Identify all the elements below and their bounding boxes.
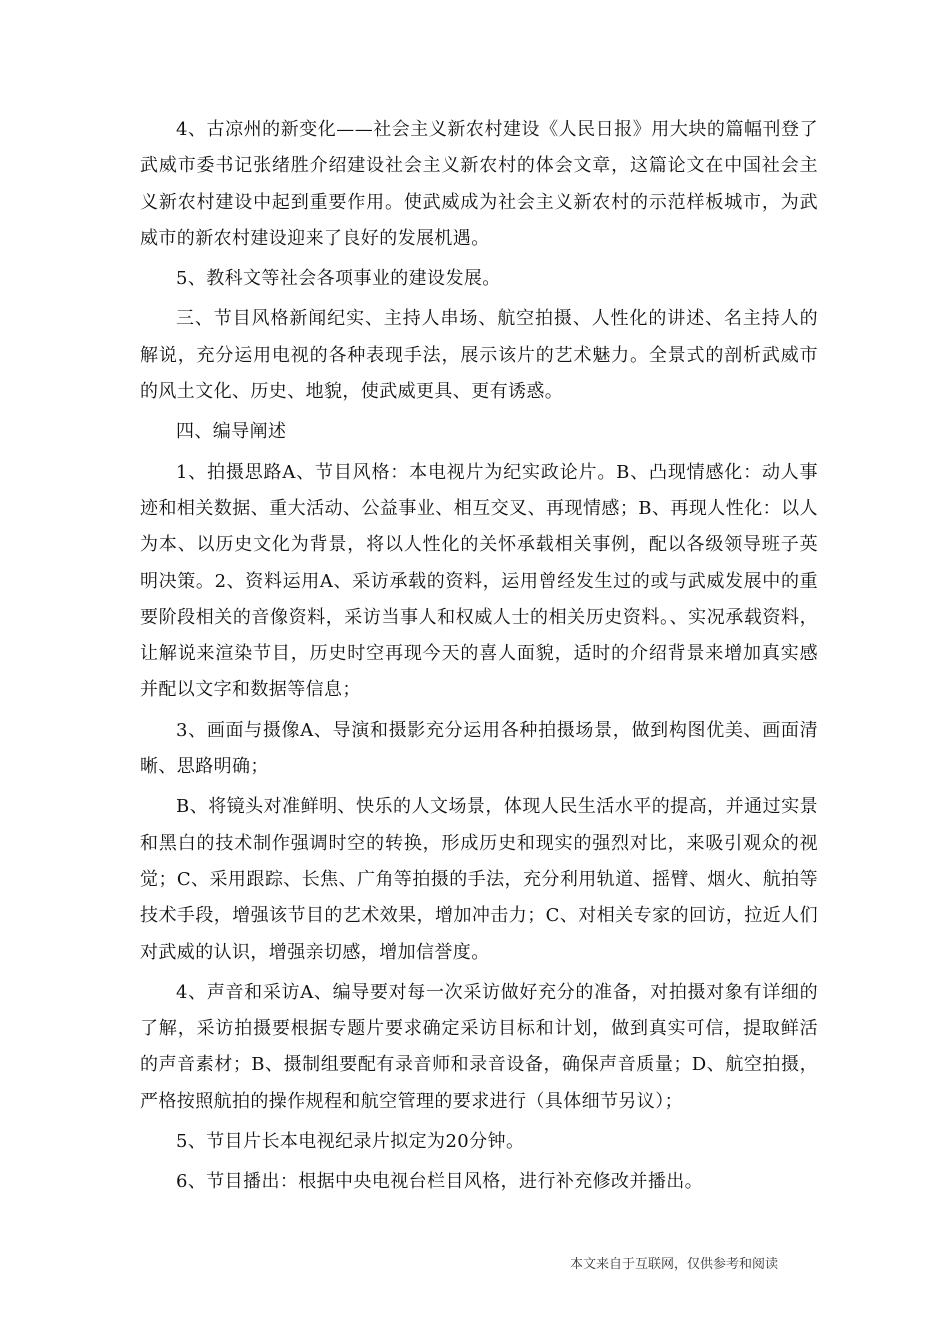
paragraph-program-length: 5、节目片长本电视纪录片拟定为20分钟。 [176, 1131, 525, 1153]
paragraph-social-development: 5、教科文等社会各项事业的建设发展。 [176, 268, 501, 290]
document-body [140, 112, 818, 1201]
paragraph-sound-interview: 4、声音和采访A、编导要对每一次采访做好充分的准备，对拍摄对象有详细的了解，采访拍摄要根据专题片要求确定采访目标和计划，做到真实可信，提取鲜活的声音素材；B、摄制组要配有录音师和录音设备，确保声音质量；D、航空拍摄，严格按照航拍的操作规程和航空管理的要求进行（具体细节另议）； [140, 981, 818, 1112]
paragraph-broadcast: 6、节目播出：根据中央电视台栏目风格，进行补充修改并播出。 [176, 1171, 704, 1193]
footer-disclaimer: 本文来自于互联网，仅供参考和阅读 [570, 1257, 779, 1272]
section-heading-director-statement: 四、编导阐述 [176, 421, 287, 443]
paragraph-program-style: 三、节目风格新闻纪实、主持人串场、航空拍摄、人性化的讲述、名主持人的解说，充分运用电视的各种表现手法，展示该片的艺术魅力。全景式的剖析武威市的风土文化、历史、地貌，使武威更具、更有诱惑。 [140, 308, 818, 403]
paragraph-picture-camera: 3、画面与摄像A、导演和摄影充分运用各种拍摄场景，做到构图优美、画面清晰、思路明确； [140, 719, 818, 778]
paragraph-scene-techniques: B、将镜头对准鲜明、快乐的人文场景，体现人民生活水平的提高，并通过实景和黑白的技术制作强调时空的转换，形成历史和现实的强烈对比，来吸引观众的视觉；C、采用跟踪、长焦、广角等拍摄的手法，充分利用轨道、摇臂、烟火、航拍等技术手段，增强该节目的艺术效果，增加冲击力；C、对相关专家的回访，拉近人们对武威的认识，增强亲切感，增加信誉度。 [140, 796, 818, 963]
paragraph-new-countryside: 4、古凉州的新变化——社会主义新农村建设《人民日报》用大块的篇幅刊登了武威市委书记张绪胜介绍建设社会主义新农村的体会文章，这篇论文在中国社会主义新农村建设中起到重要作用。使武威成为社会主义新农村的示范样板城市，为武威市的新农村建设迎来了良好的发展机遇。 [140, 119, 818, 249]
paragraph-shooting-approach: 1、拍摄思路A、节目风格：本电视片为纪实政论片。B、凸现情感化：动人事迹和相关数据、重大活动、公益事业、相互交叉、再现情感；B、再现人性化：以人为本、以历史文化为背景，将以人性化的关怀承载相关事例，配以各级领导班子英明决策。2、资料运用A、采访承载的资料，运用曾经发生过的或与武威发展中的重要阶段相关的音像资料，采访当事人和权威人士的相关历史资料。、实况承载资料，让解说来渲染节目，历史时空再现今天的喜人面貌，适时的介绍背景来增加真实感并配以文字和数据等信息； [140, 461, 818, 701]
